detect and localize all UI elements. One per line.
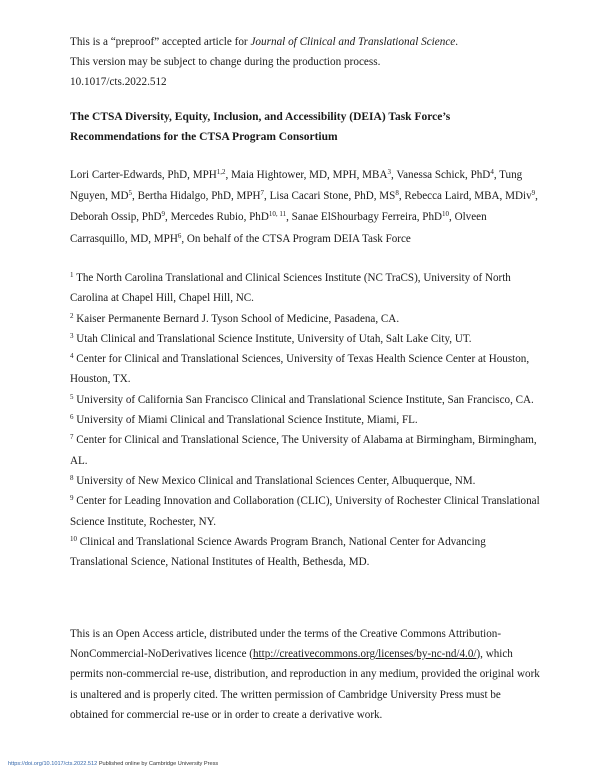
- title-line-1: The CTSA Diversity, Equity, Inclusion, and Accessibility (DEIA) Task Force’s: [70, 111, 451, 123]
- affiliation-list: [70, 268, 540, 572]
- affiliation-number: 8: [70, 473, 74, 482]
- author: [292, 211, 449, 223]
- affiliation-number: 4: [70, 352, 74, 361]
- author-name: Maia Hightower, MD, MPH, MBA: [231, 169, 388, 181]
- author-name: Rebecca Laird, MBA, MDiv: [404, 190, 532, 203]
- notice-line-2: This version may be subject to change during the production process.: [70, 56, 381, 68]
- affiliation-text: Center for Clinical and Translational Science, The University of Alabama at Birmingham, Birmingham, AL.: [70, 434, 537, 467]
- notice-doi: 10.1017/cts.2022.512: [70, 76, 167, 88]
- affiliation-item: [70, 268, 540, 309]
- author-affiliation-mark: 3: [387, 168, 391, 176]
- author-name: Lisa Cacari Stone, PhD, MS: [269, 190, 396, 203]
- author-name: Vanessa Schick, PhD: [396, 169, 491, 181]
- author-name: Bertha Hidalgo, PhD, MPH: [137, 190, 261, 203]
- affiliation-text: Kaiser Permanente Bernard J. Tyson School of Medicine, Pasadena, CA.: [73, 312, 400, 325]
- affiliation-number: 7: [70, 433, 74, 442]
- author-affiliation-mark: 10: [442, 210, 450, 219]
- author: [138, 190, 264, 202]
- author-affiliation-mark: 8: [395, 189, 399, 198]
- author-affiliation-mark: 1,2: [216, 168, 226, 176]
- author-affiliation-mark: 9: [161, 210, 166, 219]
- affiliation-text: University of New Mexico Clinical and Translational Sciences Center, Albuquerque, NM.: [73, 474, 476, 487]
- author-affiliation-mark: 6: [177, 231, 182, 240]
- author-affiliation-mark: 4: [490, 168, 494, 176]
- page-footer: https://doi.org/10.1017/cts.2022.512 Published online by Cambridge University Press: [8, 761, 219, 767]
- affiliation-item: [70, 309, 540, 329]
- author-list: Lori Carter-Edwards, PhD, MPH$^{1,2}$, Maia Hightower, MD, MPH, MBA$^3$, Vanessa Schick, PhD$^4$, Tung Nguyen, $MD^5$, Bertha Hidalgo, PhD, MPH$^7$, Lisa Cacari Stone, PhD, $MS^8$, Rebecca Laird, MBA, MDiv$^9$, Deborah Ossip, PhD$^9$, Mercedes Rubio, PhD$^{10, 11}$, Sanae ElShourbagy Ferreira, PhD$^{10}$, Olveen Carrasquillo, MD, MPH$^6$, On behalf of the CTSA Program DEIA Task Force: [70, 168, 538, 245]
- footer-doi-link[interactable]: https://doi.org/10.1017/cts.2022.512: [8, 761, 98, 767]
- affiliation-text: University of Miami Clinical and Translational Science Institute, Miami, FL.: [73, 414, 418, 427]
- author-name: Olveen Carrasquillo, MD, MPH: [70, 211, 487, 245]
- affiliation-item: [70, 349, 540, 390]
- affiliation-item: [70, 430, 540, 471]
- affiliation-number: 6: [70, 413, 74, 422]
- affiliation-item: [70, 532, 540, 573]
- affiliation-text: The North Carolina Translational and Clinical Sciences Institute (NC TraCS), University of North Carolina at Chapel Hill, Chapel Hill, NC.: [70, 272, 511, 305]
- article-title: [70, 107, 540, 147]
- author-name: Mercedes Rubio, PhD: [170, 211, 269, 224]
- affiliation-item: [70, 329, 540, 349]
- affiliation-text: University of California San Francisco Clinical and Translational Science Institute, San Francisco, CA.: [73, 393, 534, 406]
- affiliation-number: 10: [70, 534, 77, 543]
- author: [70, 211, 165, 223]
- author-name: Tung Nguyen, MD: [70, 169, 523, 203]
- author: [70, 169, 226, 181]
- affiliation-number: 9: [70, 494, 74, 503]
- author-name: Deborah Ossip, PhD: [70, 211, 162, 224]
- authors-suffix: On behalf of the CTSA Program DEIA Task Force: [186, 232, 411, 245]
- author-affiliation-mark: 9: [531, 189, 536, 198]
- affiliation-item: [70, 471, 540, 491]
- author: [171, 211, 287, 223]
- author-affiliation-mark: 5: [128, 189, 133, 198]
- affiliation-number: 1: [70, 271, 74, 279]
- affiliation-text: Clinical and Translational Science Awards Program Branch, National Center for Advancing Translational Science, National Institutes of Health, Bethesda, MD.: [70, 535, 486, 569]
- affiliation-item: [70, 410, 540, 430]
- affiliation-item: [70, 390, 540, 410]
- author-affiliation-mark: 10, 11: [268, 210, 287, 219]
- license-link[interactable]: http://creativecommons.org/licenses/by-nc-nd/4.0/: [252, 648, 477, 661]
- affiliation-number: 5: [70, 392, 74, 401]
- affiliation-number: 3: [70, 331, 74, 340]
- author: [270, 190, 399, 202]
- title-line-2: Recommendations for the CTSA Program Consortium: [70, 131, 338, 143]
- affiliation-text: Center for Clinical and Translational Sciences, University of Texas Health Science Center at Houston, Houston, TX.: [70, 353, 530, 386]
- affiliation-item: [70, 491, 540, 532]
- author: [404, 190, 535, 202]
- author-name: Lori Carter-Edwards, PhD, MPH: [70, 169, 217, 181]
- affiliation-text: Utah Clinical and Translational Science Institute, University of Utah, Salt Lake City, UT.: [73, 332, 472, 345]
- affiliation-number: 2: [70, 311, 74, 320]
- journal-name: Journal of Clinical and Translational Science: [250, 36, 456, 48]
- author: [396, 169, 493, 181]
- preproof-notice: [70, 32, 540, 92]
- license-statement: This is an Open Access article, distributed under the terms of the Creative Commons Attribution-NonCommercial-NoDerivatives licence (http://creativecommons.org/licenses/by-nc-nd/4.0/), which permits non-commercial re-use, distribution, and reproduction in any medium, provided the original work is unaltered and is properly cited. The written permission of Cambridge University Press must be obtained for commercial re-use or in order to create a derivative work.: [70, 628, 540, 721]
- author-name: Sanae ElShourbagy Ferreira, PhD: [291, 211, 443, 224]
- affiliation-text: Center for Leading Innovation and Collaboration (CLIC), University of Rochester Clinical Translational Science Institute, Rochester, NY.: [70, 495, 540, 528]
- author-affiliation-mark: 7: [260, 189, 265, 198]
- author: [231, 169, 391, 181]
- notice-line-1: This is a “preproof” accepted article for Journal of Clinical and Translational Science.: [70, 36, 459, 48]
